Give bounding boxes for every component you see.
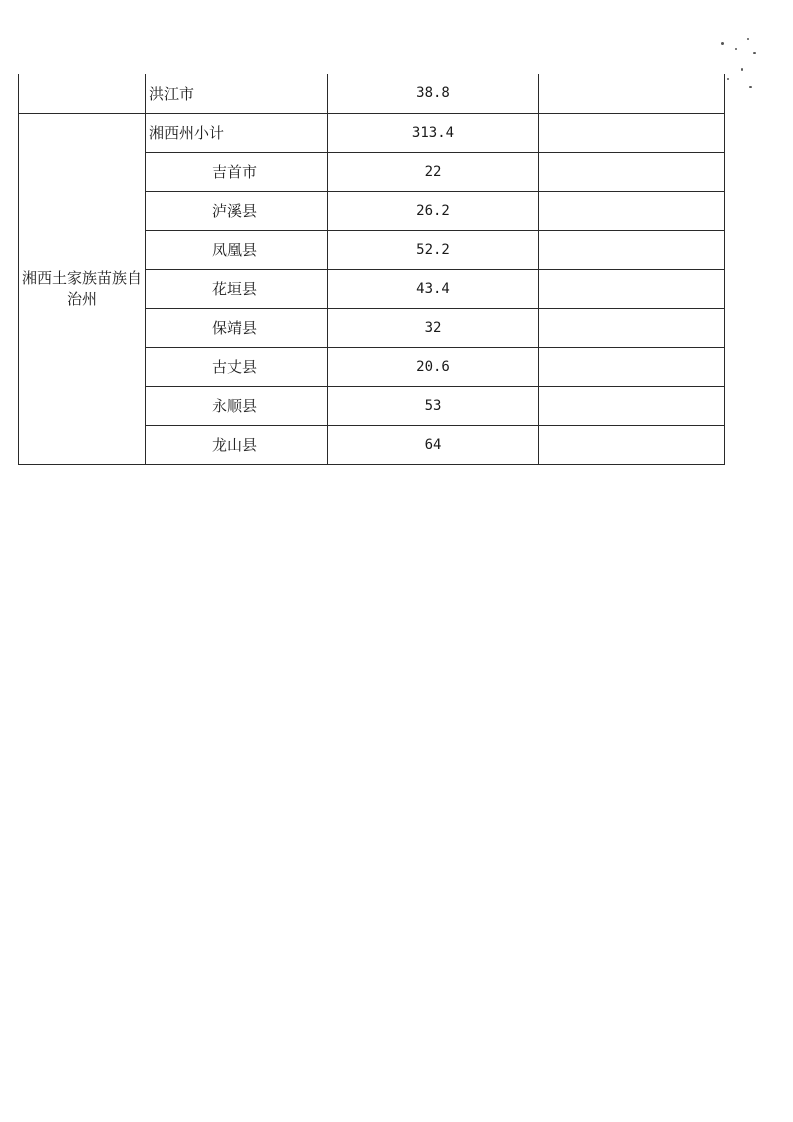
region-cell: 湘西土家族苗族自治州 xyxy=(19,113,146,464)
value-cell: 53 xyxy=(328,386,539,425)
note-cell xyxy=(539,347,725,386)
county-data-table xyxy=(18,74,725,465)
row-name: 龙山县 xyxy=(212,436,258,454)
name-cell xyxy=(146,308,328,347)
value-cell: 52.2 xyxy=(328,230,539,269)
row-name: 永顺县 xyxy=(212,397,258,415)
region-cell-empty xyxy=(19,74,146,113)
scan-speck xyxy=(727,78,729,80)
scan-speck xyxy=(749,86,752,88)
name-cell xyxy=(146,386,328,425)
row-name: 花垣县 xyxy=(212,280,258,298)
row-name: 吉首市 xyxy=(212,163,258,181)
data-table-container xyxy=(18,74,724,465)
scan-speck xyxy=(721,42,724,45)
note-cell xyxy=(539,425,725,464)
row-name: 凤凰县 xyxy=(212,241,258,259)
note-cell xyxy=(539,191,725,230)
value-cell: 22 xyxy=(328,152,539,191)
row-name: 湘西州小计 xyxy=(149,124,225,142)
scan-speck xyxy=(741,68,743,71)
value-cell: 313.4 xyxy=(328,113,539,152)
name-cell xyxy=(146,347,328,386)
value-cell: 43.4 xyxy=(328,269,539,308)
name-cell xyxy=(146,230,328,269)
table-row xyxy=(19,113,725,152)
value-cell: 26.2 xyxy=(328,191,539,230)
scan-speck xyxy=(753,52,756,54)
row-name: 保靖县 xyxy=(212,319,258,337)
note-cell xyxy=(539,386,725,425)
row-name: 古丈县 xyxy=(212,358,258,376)
name-cell xyxy=(146,269,328,308)
value-cell: 38.8 xyxy=(328,74,539,113)
scan-speck xyxy=(735,48,737,50)
note-cell xyxy=(539,74,725,113)
name-cell xyxy=(146,152,328,191)
note-cell xyxy=(539,113,725,152)
row-name: 洪江市 xyxy=(149,84,195,103)
note-cell xyxy=(539,152,725,191)
value-cell: 32 xyxy=(328,308,539,347)
table-row xyxy=(19,74,725,113)
row-name: 泸溪县 xyxy=(212,202,258,220)
name-cell xyxy=(146,74,328,113)
scan-noise-marks xyxy=(713,30,763,100)
scan-speck xyxy=(747,38,749,40)
name-cell xyxy=(146,113,328,152)
note-cell xyxy=(539,230,725,269)
value-cell: 64 xyxy=(328,425,539,464)
note-cell xyxy=(539,269,725,308)
note-cell xyxy=(539,308,725,347)
name-cell xyxy=(146,425,328,464)
name-cell xyxy=(146,191,328,230)
value-cell: 20.6 xyxy=(328,347,539,386)
